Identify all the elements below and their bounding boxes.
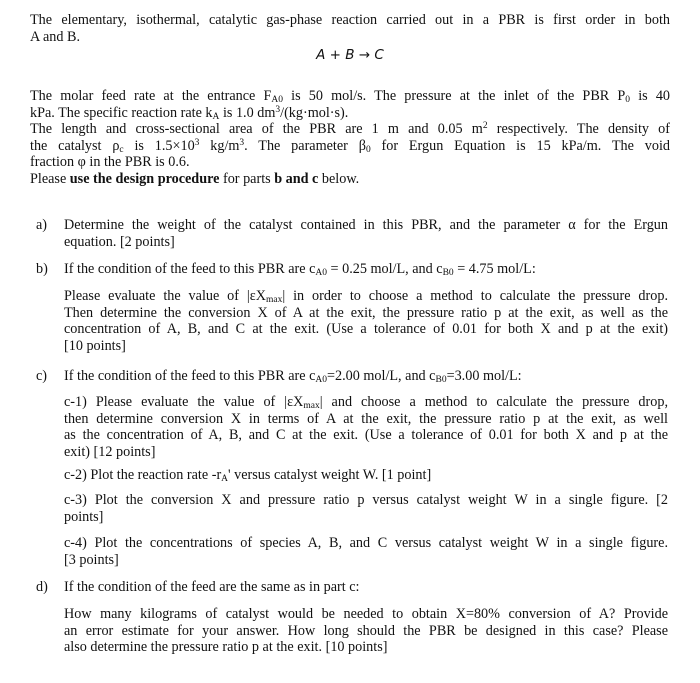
part-c1-text: c-1) Please evaluate the value of $|\varepsilon X_{max}|$ and choose a method to calculate the pressure drop, then determine conversion X in terms of A at the exit, the pressure ratio p at the exit, as well as the concentration of A, B, and C at the exit. (Use a tolerance of 0.01 for both X and p at the exit) [12 points]: [64, 394, 668, 460]
part-b-condition: If the condition of the feed to this PBR are $c_{A0} = 0.25$ mol/L, and $c_{B0} = 4.75$ mol/L:: [64, 261, 536, 278]
part-b-text: Please evaluate the value of $|\varepsilon X_{max}|$ in order to choose a method to calculate the pressure drop. Then determine the conversion X of A at the exit, the pressure ratio p at the exit, as well as the concentration of A, B, and C at the exit. (Use a tolerance of 0.01 for both X and p at the exit) [10 points]: [64, 288, 668, 354]
part-b-label: b): [36, 261, 48, 277]
part-d-text: How many kilograms of catalyst would be needed to obtain X=80% conversion of A? Provide an error estimate for your answer. How long should the PBR be designed in this case? Please also determine the pressure ratio p at the exit. [10 points]: [64, 606, 668, 656]
part-c4-text: c-4) Plot the concentrations of species A, B, and C versus catalyst weight W in a single figure. [3 points]: [64, 535, 668, 568]
given-line-2: kPa. The specific reaction rate $k_A$ is 1.0 $dm^3/(kg\cdot mol\cdot s)$.: [30, 104, 349, 122]
intro-paragraph: [30, 12, 670, 45]
intro-line-2: A and B.: [30, 28, 81, 45]
part-a-label: a): [36, 217, 48, 233]
part-a-text: Determine the weight of the catalyst contained in this PBR, and the parameter α for the Ergun equation. [2 points]: [64, 217, 668, 250]
reaction-equation: A + B → C: [316, 47, 384, 63]
given-line-5: fraction φ in the PBR is 0.6.: [30, 154, 190, 171]
part-c2-text: c-2) Plot the reaction rate $-r_A'$ versus catalyst weight W. [1 point]: [64, 467, 432, 484]
given-paragraph: [30, 88, 670, 188]
part-c-label: c): [36, 368, 48, 384]
part-d-label: d): [36, 579, 48, 595]
part-c3-text: c-3) Plot the conversion X and pressure ratio p versus catalyst weight W in a single figure. [2 points]: [64, 492, 668, 525]
intro-line-1: The elementary, isothermal, catalytic gas-phase reaction carried out in a PBR is first order in both: [30, 12, 670, 28]
given-line-4: the catalyst $\rho_c$ is $1.5\times 10^3$ $kg/m^3$. The parameter $\beta_0$ for Ergun Equation is 15 kPa/m. The void: [30, 137, 670, 155]
given-line-1: The molar feed rate at the entrance $F_{A0}$ is 50 mol/s. The pressure at the inlet of the PBR $P_0$ is 40: [30, 88, 671, 105]
part-c-condition: If the condition of the feed to this PBR are $c_{A0}=2.00$ mol/L, and $c_{B0}=3.00$ mol/L:: [64, 368, 522, 385]
given-line-3: The length and cross-sectional area of the PBR are 1 m and 0.05 $m^2$ respectively. The density of: [30, 121, 670, 138]
part-d-condition: If the condition of the feed are the same as in part c:: [64, 579, 360, 595]
given-line-6: Please use the design procedure for parts b and c below.: [30, 170, 360, 187]
